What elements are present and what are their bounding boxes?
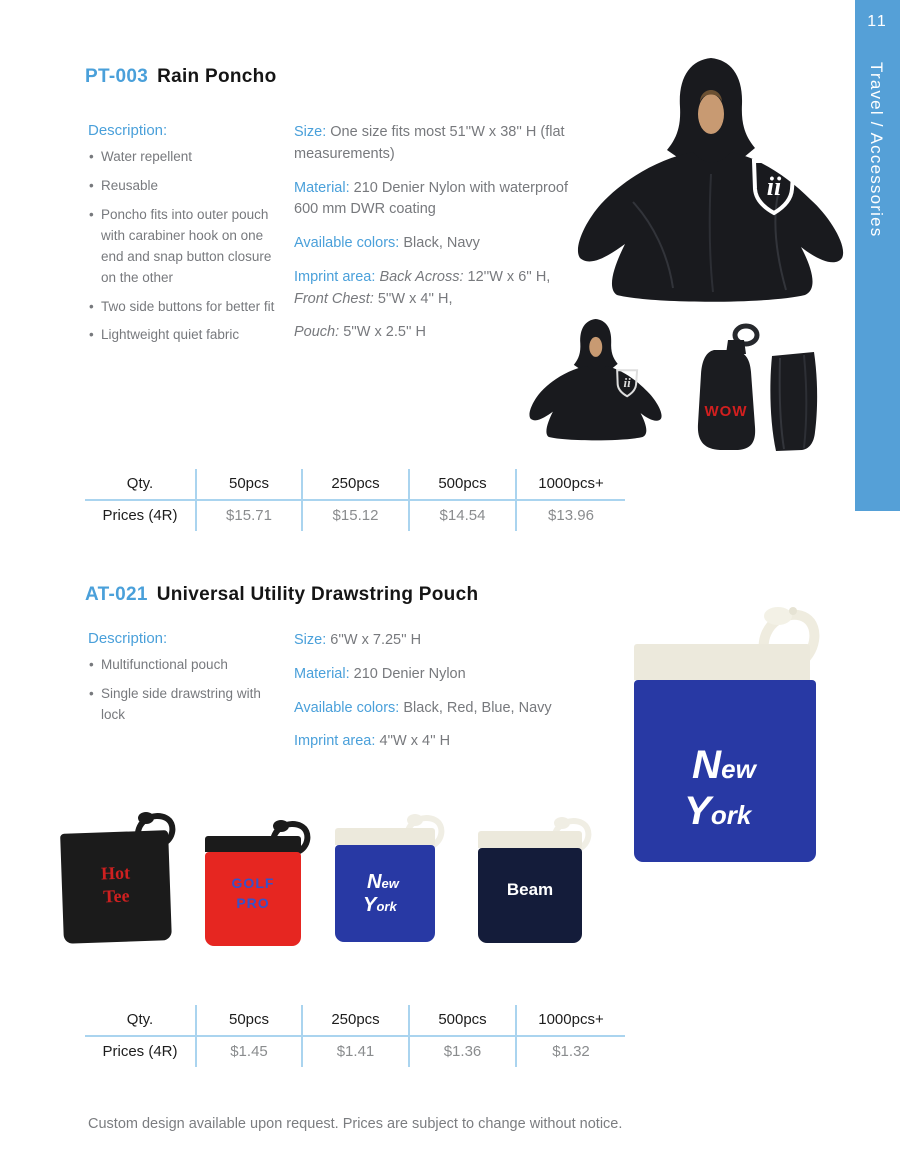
description-item: • Poncho fits into outer pouch with carabiner hook on one end and snap button closure on the other (88, 205, 284, 289)
description-list (88, 655, 288, 726)
price-value: $1.41 (301, 1037, 408, 1067)
qty-tier: 500pcs (408, 469, 515, 501)
imprint-line: York (684, 788, 752, 834)
product-2-code: AT-021 (85, 584, 148, 605)
spec-material: Material: 210 Denier Nylon (294, 665, 466, 682)
product-2-title (85, 584, 478, 606)
mini-poncho-photo (527, 316, 665, 454)
pouch-body (60, 830, 172, 944)
description-heading: Description: (88, 630, 168, 647)
qty-tier: 1000pcs+ (515, 1005, 625, 1037)
poncho-on-mannequin-photo (573, 52, 850, 304)
page-number: 11 (867, 13, 888, 30)
qty-tier: 500pcs (408, 1005, 515, 1037)
price-value: $13.96 (515, 501, 625, 531)
pouch-imprint (634, 680, 816, 835)
pricing-table (85, 1005, 625, 1067)
qty-header: Qty. (85, 1005, 195, 1037)
product-1-name: Rain Poncho (157, 66, 277, 87)
description-list (88, 147, 284, 346)
qty-tier: 250pcs (301, 1005, 408, 1037)
product-1-code: PT-003 (85, 66, 149, 87)
pouch-color-navy (478, 815, 588, 943)
spec-imprint-pouch: Pouch: 5''W x 2.5'' H (294, 324, 426, 341)
pouch-imprint: New York (363, 871, 399, 917)
pouch-color-blue (335, 812, 439, 942)
pouch-top-band (205, 836, 301, 852)
price-value: $15.12 (301, 501, 408, 531)
price-value: $14.54 (408, 501, 515, 531)
qty-tier: 1000pcs+ (515, 469, 625, 501)
drawstring-pouch-photo (634, 604, 822, 864)
product-2-description (88, 630, 288, 734)
description-item: • Reusable (88, 176, 284, 197)
pouch-body (478, 848, 582, 943)
spec-size: Size: 6''W x 7.25'' H (294, 632, 422, 648)
spec-imprint: Imprint area: Back Across: 12''W x 6'' H, Front Chest: 5''W x 4'' H, (294, 268, 551, 307)
pouch-top-band (478, 831, 582, 848)
product-2-specs (294, 630, 594, 765)
price-value: $15.71 (195, 501, 301, 531)
description-item: • Water repellent (88, 147, 284, 168)
pouch-color-black (62, 810, 174, 942)
description-heading: Description: (88, 122, 168, 139)
carry-pouch-and-folded-poncho-photo (676, 322, 824, 454)
mannequin-face (698, 94, 724, 134)
description-item: • Single side drawstring with lock (88, 684, 288, 726)
spec-imprint: Imprint area: 4''W x 4'' H (294, 733, 451, 750)
pouch-imprint: GOLF PRO (231, 875, 275, 911)
spec-material: Material: 210 Denier Nylon with waterproof 600 mm DWR coating (294, 179, 569, 218)
qty-tier: 250pcs (301, 469, 408, 501)
pouch-body (335, 845, 435, 942)
qty-header: Qty. (85, 469, 195, 501)
spec-colors: Available colors: Black, Red, Blue, Navy (294, 699, 552, 716)
product-1-title (85, 66, 276, 88)
pouch-imprint: Beam (506, 880, 554, 899)
sidebar-tab (855, 0, 900, 511)
description-item: • Two side buttons for better fit (88, 297, 284, 318)
description-item: • Multifunctional pouch (88, 655, 288, 676)
category-label: Travel / Accessories (867, 62, 886, 238)
price-value: $1.45 (195, 1037, 301, 1067)
qty-tier: 50pcs (195, 469, 301, 501)
product-2-name: Universal Utility Drawstring Pouch (156, 584, 479, 605)
pouch-body (205, 852, 301, 946)
pouch-top-band (335, 828, 435, 845)
pricing-table (85, 469, 625, 531)
qty-tier: 50pcs (195, 1005, 301, 1037)
description-item: • Lightweight quiet fabric (88, 325, 284, 346)
spec-colors: Available colors: Black, Navy (294, 235, 480, 251)
product-1-description (88, 122, 284, 354)
price-value: $1.36 (408, 1037, 515, 1067)
cord-lock-toggle (764, 607, 792, 625)
svg-text:ii: ii (623, 375, 631, 391)
pouch-imprint-text: WOW (704, 403, 748, 420)
prices-row-label: Prices (4R) (102, 507, 178, 524)
price-value: $1.32 (515, 1037, 625, 1067)
pouch-color-red (205, 818, 305, 946)
pouch-imprint: Hot Tee (100, 862, 131, 906)
pouch-top-band (634, 644, 810, 680)
spec-size: Size: One size fits most 51''W x 38'' H (flat measurements) (294, 124, 565, 162)
pouch-body (634, 680, 816, 862)
prices-row-label: Prices (4R) (102, 1043, 178, 1060)
imprint-line: New (692, 742, 756, 787)
shield-logo-text: ii (766, 172, 782, 201)
footer-note: Custom design available upon request. Prices are subject to change without notice. (88, 1116, 623, 1132)
